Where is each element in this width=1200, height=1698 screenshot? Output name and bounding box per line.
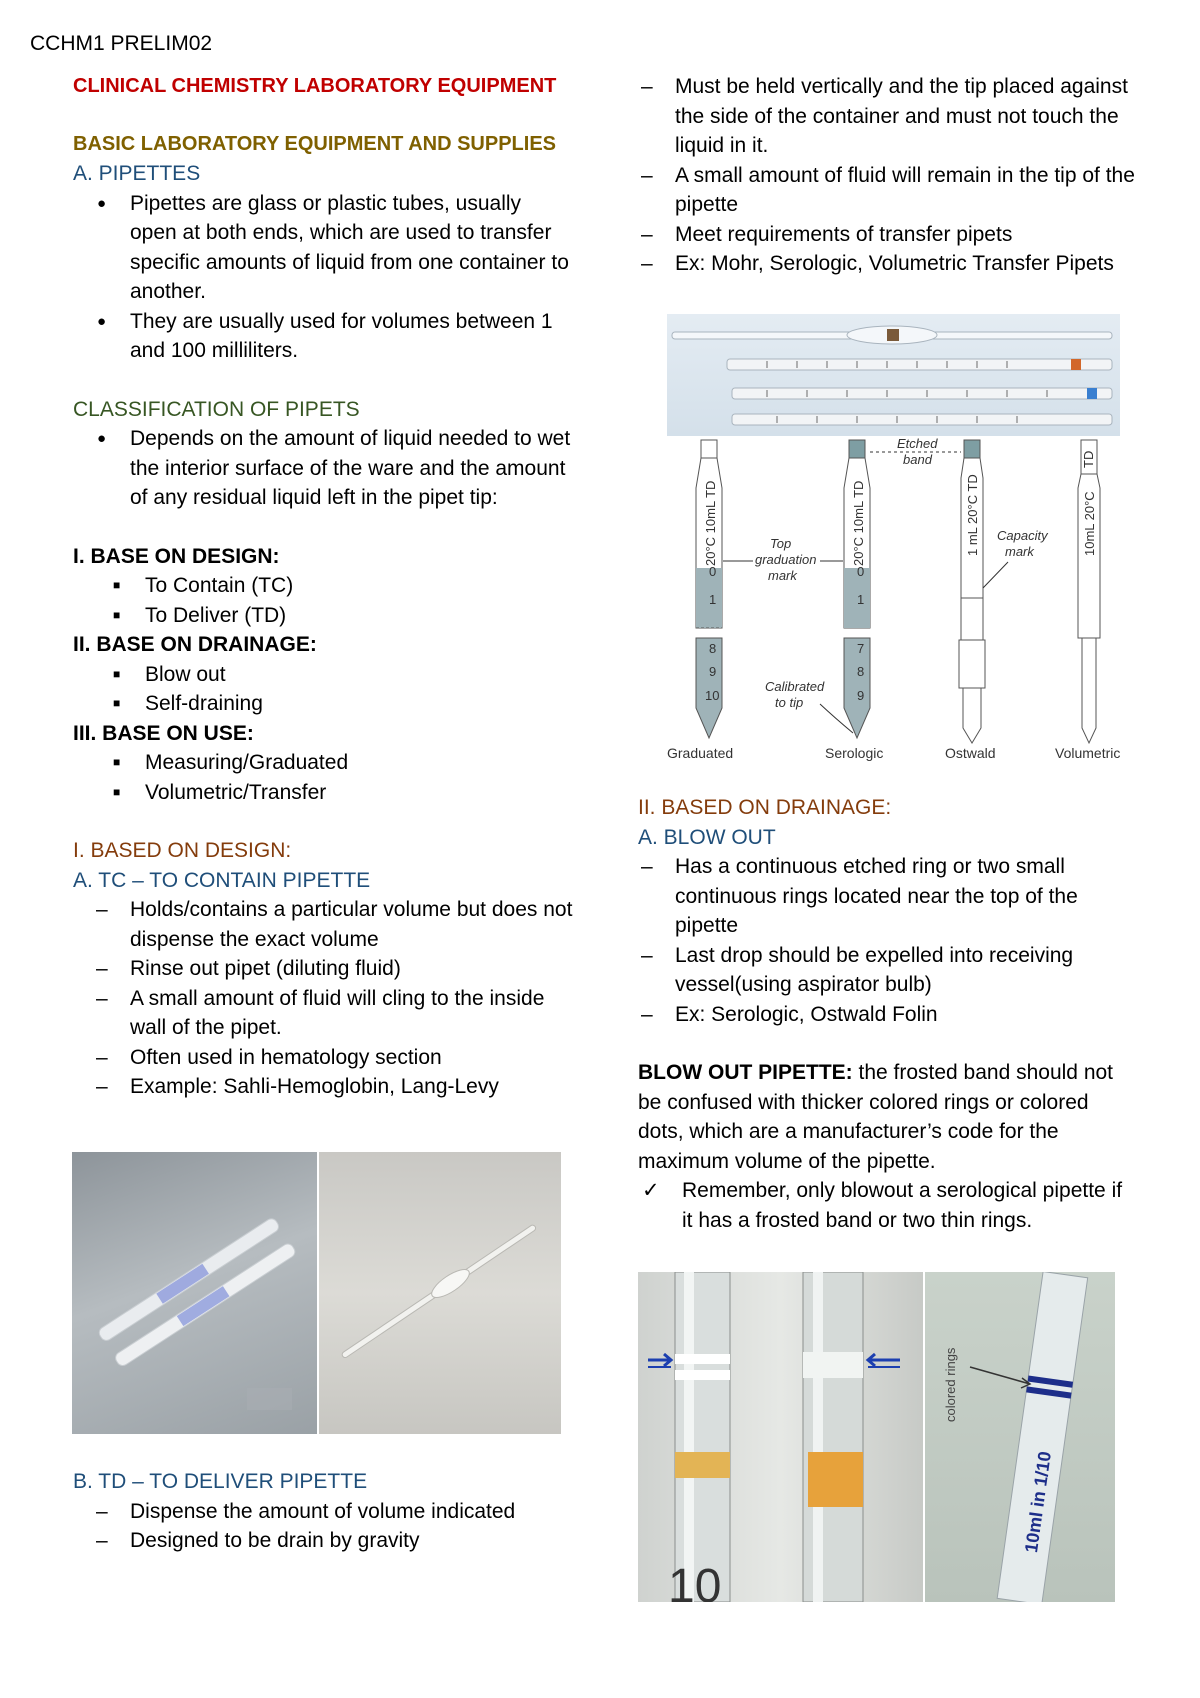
scale-number: 1 — [709, 592, 717, 607]
photo-big-digit: 10 — [668, 1560, 722, 1602]
list-item: – Ex: Serologic, Ostwald Folin — [638, 1000, 1138, 1030]
list-item: ● They are usually used for volumes between 1 and 100 milliliters. — [73, 307, 573, 366]
page-title: CLINICAL CHEMISTRY LABORATORY EQUIPMENT — [73, 75, 557, 97]
list-item: – Holds/contains a particular volume but does not dispense the exact volume — [73, 895, 573, 954]
td-section — [73, 1467, 573, 1556]
volumetric-mid-text: 10mL 20°C — [1082, 491, 1097, 556]
design-heading: I. BASE ON DESIGN: — [73, 544, 280, 568]
list-item: ■ To Contain (TC) — [73, 571, 573, 601]
top-grad-label-line-2: graduation — [755, 552, 817, 567]
list-item: ■ Volumetric/Transfer — [73, 778, 573, 808]
pipettes-photo — [667, 314, 1120, 436]
graduated-pipette — [667, 440, 733, 761]
colored-rings-photo — [925, 1272, 1115, 1602]
ostwald-tube-text: 1 mL 20°C TD — [965, 474, 980, 556]
design-list — [73, 571, 573, 630]
list-item: – A small amount of fluid will remain in the tip of the pipette — [638, 161, 1138, 220]
pipettes-list — [73, 189, 573, 366]
scale-number: 9 — [857, 688, 865, 703]
blowout-list — [638, 852, 1138, 1029]
scale-number: 8 — [857, 664, 865, 679]
scale-number: 8 — [709, 641, 717, 656]
list-item: – Rinse out pipet (diluting fluid) — [73, 954, 573, 984]
top-grad-label-line-1: Top — [770, 536, 792, 551]
capacity-label-line-2: mark — [1005, 544, 1034, 559]
drainage-section — [638, 793, 1138, 1235]
caption-graduated: Graduated — [667, 745, 734, 761]
check-list — [638, 1176, 1138, 1235]
list-item: – Ex: Mohr, Serologic, Volumetric Transfer Pipets — [638, 249, 1138, 279]
pipette-print: 10ml in 1/10 — [1020, 1450, 1055, 1554]
drainage-heading: II. BASE ON DRAINAGE: — [73, 633, 317, 656]
list-item: – Dispense the amount of volume indicated — [73, 1497, 573, 1527]
caption-volumetric: Volumetric — [1055, 745, 1121, 761]
blowout-paragraph — [638, 1058, 1138, 1176]
capacity-label-line-1: Capacity — [997, 528, 1048, 543]
serologic-pipette — [825, 440, 883, 761]
caption-serologic: Serologic — [825, 745, 884, 761]
list-item: ● Depends on the amount of liquid needed to wet the interior surface of the ware and the amount of any residual liquid left in the pipet tip: — [73, 424, 573, 513]
calibrated-label-line-1: Calibrated — [765, 679, 825, 694]
scale-number: 0 — [857, 564, 865, 579]
list-item: – Example: Sahli-Hemoglobin, Lang-Levy — [73, 1072, 573, 1102]
list-item: ✓ Remember, only blowout a serological pipette if it has a frosted band or two thin rings. — [638, 1176, 1138, 1235]
tc-pipette-photo-1 — [72, 1152, 317, 1434]
blowout-rings-photo — [638, 1272, 923, 1602]
calibrated-label-line-2: to tip — [775, 695, 804, 710]
classification-list — [73, 424, 573, 513]
blowout-para-label: BLOW OUT PIPETTE: — [638, 1061, 853, 1084]
top-grad-label-line-3: mark — [768, 568, 797, 583]
based-drainage-heading: II. BASED ON DRAINAGE: — [638, 796, 892, 819]
tc-heading: A. TC – TO CONTAIN PIPETTE — [73, 868, 371, 892]
td-list — [73, 1497, 573, 1556]
list-item: – Must be held vertically and the tip placed against the side of the container and must not touch the liquid in it. — [638, 72, 1138, 161]
serologic-tube-text: 20°C 10mL TD — [851, 480, 866, 566]
list-item: ■ Blow out — [73, 660, 573, 690]
scale-number: 7 — [857, 641, 865, 656]
document-code: CCHM1 PRELIM02 — [30, 32, 213, 55]
caption-ostwald: Ostwald — [945, 745, 996, 761]
etched-band-label-line-1: Etched — [897, 438, 938, 451]
classification-heading: CLASSIFICATION OF PIPETS — [73, 397, 360, 421]
list-item: ■ Measuring/Graduated — [73, 748, 573, 778]
left-column — [73, 72, 573, 1102]
right-column — [638, 72, 1138, 279]
drainage-list — [73, 660, 573, 719]
scale-number: 1 — [857, 592, 865, 607]
based-design-heading: I. BASED ON DESIGN: — [73, 839, 292, 862]
tc-pipette-photo-2 — [319, 1152, 561, 1434]
list-item: ■ To Deliver (TD) — [73, 601, 573, 631]
td-heading: B. TD – TO DELIVER PIPETTE — [73, 1470, 368, 1493]
volumetric-pipette — [1055, 440, 1120, 761]
colored-rings-label: colored rings — [943, 1347, 958, 1422]
scale-number: 0 — [709, 564, 717, 579]
ostwald-pipette — [945, 440, 996, 761]
td-continued-list — [638, 72, 1138, 279]
tc-list — [73, 895, 573, 1102]
scale-number: 10 — [705, 688, 720, 703]
etched-band-label-line-2: band — [903, 452, 932, 467]
list-item: ■ Self-draining — [73, 689, 573, 719]
volumetric-top-text: TD — [1081, 450, 1096, 468]
basic-equipment-heading: BASIC LABORATORY EQUIPMENT AND SUPPLIES — [73, 132, 557, 155]
scale-number: 9 — [709, 664, 717, 679]
list-item: ● Pipettes are glass or plastic tubes, usually open at both ends, which are used to transfer specific amounts of liquid from one container to another. — [73, 189, 573, 307]
blowout-para-text: the frosted band should not be confused with thicker colored rings or colored dots, which are a manufacturer’s code for the maximum volume of the pipette. — [638, 1061, 1114, 1173]
use-list — [73, 748, 573, 807]
pipette-types-diagram — [665, 438, 1125, 768]
list-item: – Designed to be drain by gravity — [73, 1526, 573, 1556]
blowout-heading: A. BLOW OUT — [638, 825, 776, 849]
list-item: – Last drop should be expelled into receiving vessel(using aspirator bulb) — [638, 941, 1138, 1000]
use-heading: III. BASE ON USE: — [73, 721, 254, 745]
pipettes-heading: A. PIPETTES — [73, 162, 201, 185]
list-item: – Often used in hematology section — [73, 1043, 573, 1073]
list-item: – Has a continuous etched ring or two small continuous rings located near the top of the pipette — [638, 852, 1138, 941]
list-item: – Meet requirements of transfer pipets — [638, 220, 1138, 250]
graduated-tube-text: 20°C 10mL TD — [703, 480, 718, 566]
list-item: – A small amount of fluid will cling to the inside wall of the pipet. — [73, 984, 573, 1043]
